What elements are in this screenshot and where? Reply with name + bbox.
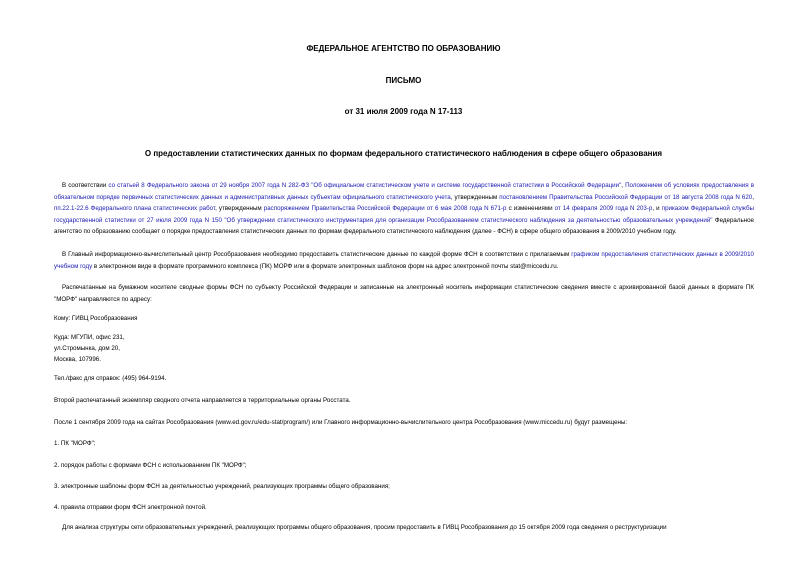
paragraph-websites: После 1 сентября 2009 года на сайтах Рособразования (www.ed.gov.ru/edu-stat/program/) или Главного информационно-вычислительного центра Рособразования (www.miccedu.ru) будут размещены: bbox=[54, 419, 628, 426]
contact-phone: Тел./факс для справок: (495) 964-9194. bbox=[54, 375, 167, 382]
paragraph-paper-forms: Распечатанные на бумажном носителе сводные формы ФСН по субъекту Российской Федерации и записанные на электронный носитель информации статистические сведения вместе с архивированной базой данных в формате ПК "МОРФ" направляются по адресу: bbox=[54, 284, 754, 303]
p1-text-7: , и bbox=[652, 205, 662, 212]
link-government-decree-620[interactable]: постановлением Правительства Российской Федерации от 18 августа 2008 года N 620 bbox=[499, 193, 753, 201]
link-regulation-conditions[interactable]: Положением об условиях предоставления в обязательном порядке первичных статистических данных и административных данных субъектам официального статистического учета bbox=[54, 182, 754, 201]
doc-type-heading: ПИСЬМО bbox=[385, 76, 422, 85]
p2-text-1: В Главный информационно-вычислительный центр Рособразования необходимо предоставить статистические данные по каждой форме ФСН в соответствии с прилагаемым bbox=[62, 251, 572, 258]
p1-text-3: , утвержденным bbox=[450, 193, 500, 201]
link-government-order-671r[interactable]: распоряжением Правительства Российской Федерации от 6 мая 2008 года N 671-р bbox=[263, 205, 507, 212]
paragraph-second-copy: Второй распечатанный экземпляр сводного отчета направляется в территориальные органы Росстата. bbox=[54, 397, 351, 404]
p1-text-6: с изменениями bbox=[506, 205, 555, 212]
document-title: О предоставлении статистических данных по формам федерального статистического наблюдения в сфере общего образования bbox=[144, 149, 663, 158]
p1-text-4: , bbox=[752, 193, 754, 201]
p1-text-5: , утвержденным bbox=[215, 205, 264, 212]
link-order-203r[interactable]: от 14 февраля 2009 года N 203-р bbox=[554, 205, 653, 212]
paragraph-legal-basis bbox=[54, 180, 754, 238]
agency-heading: ФЕДЕРАЛЬНОЕ АГЕНТСТВО ПО ОБРАЗОВАНИЮ bbox=[306, 44, 501, 53]
date-number-heading: от 31 июля 2009 года N 17-113 bbox=[344, 107, 463, 116]
link-rosstat-order-150[interactable]: приказом Федеральной службы государственной статистики от 27 июля 2009 года N 150 "Об утверждении статистического инструментария для организации Рособразованием статистического наблюдения за деятельностью образовательных учреждений" bbox=[54, 205, 754, 224]
link-law-282fz[interactable]: со статьей 8 Федерального закона от 29 ноября 2007 года N 282-ФЗ "Об официальном статистическом учете и системе государственной статистики в Российской Федерации" bbox=[108, 182, 622, 189]
paragraph-restructuring: Для анализа структуры сети образовательных учреждений, реализующих программы общего образования, просим предоставить в ГИВЦ Рособразования до 15 октября 2009 года сведения о реструктуризации bbox=[62, 524, 667, 531]
list-item-procedure: 2. порядок работы с формами ФСН с использованием ПК "МОРФ"; bbox=[54, 462, 247, 469]
p1-text-1: В соответствии bbox=[62, 182, 109, 189]
p1-text-2: , bbox=[621, 182, 626, 189]
address-street: ул.Стромынка, дом 20, bbox=[54, 345, 120, 352]
link-federal-plan[interactable]: пп.22.1-22.6 Федерального плана статистических работ bbox=[54, 205, 216, 212]
list-item-templates: 3. электронные шаблоны форм ФСН за деятельностью учреждений, реализующих программы общего образования; bbox=[54, 483, 390, 490]
list-item-email-rules: 4. правила отправки форм ФСН электронной почтой. bbox=[54, 504, 207, 511]
p2-text-2: в электронном виде в формате программного комплекса (ПК) МОРФ или в формате электронных шаблонов форм на адрес электронной почты stat@miccedu.ru. bbox=[92, 262, 559, 270]
address-to: Кому: ГИВЦ Рособразования bbox=[54, 315, 138, 322]
p1-text-8: Федеральное агентство по образованию сообщает о порядке предоставления статистических данных по формам федерального статистического наблюдения (далее - ФСН) в сфере общего образования в 2009/2010 учебном году. bbox=[54, 216, 754, 235]
list-item-morf: 1. ПК "МОРФ"; bbox=[54, 440, 96, 447]
address-where: Куда: МГУПИ, офис 231, bbox=[54, 334, 125, 341]
link-schedule[interactable]: графиком предоставления статистических данных в 2009/2010 учебном году bbox=[54, 251, 754, 270]
address-city: Москва, 107996. bbox=[54, 356, 101, 363]
paragraph-submission bbox=[54, 249, 754, 272]
